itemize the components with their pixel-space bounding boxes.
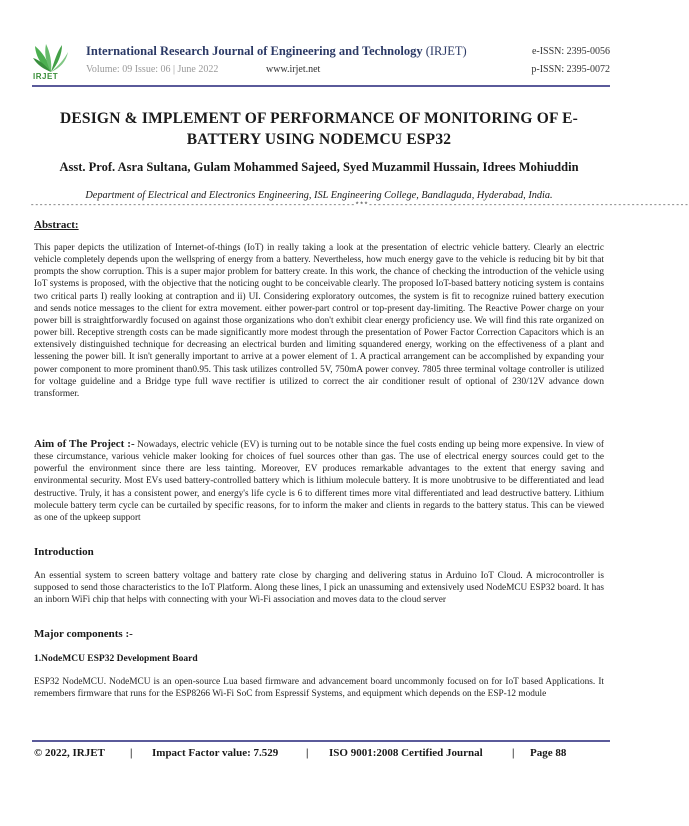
footer-impact-factor: Impact Factor value: 7.529 bbox=[152, 747, 279, 759]
logo-text: IRJET bbox=[33, 72, 59, 81]
irjet-logo bbox=[32, 42, 70, 82]
journal-header bbox=[32, 42, 610, 84]
footer-separator: | bbox=[306, 747, 309, 759]
aim-paragraph bbox=[34, 438, 604, 524]
journal-abbr: (IRJET) bbox=[425, 44, 467, 58]
aim-text: Nowadays, electric vehicle (EV) is turning out to be notable since the fuel costs ending up being more expensive. In view of these circumstance, various vehicle maker looking for choices of fuel sources other than gas. The use of electrical energy sources could get to the powerful the environment since there are less tainting. Moreover, EV produces remarkable advantages to the extent that energy saving and environmental security. Most EVs used battery-controlled battery which is lithium molecule battery. It is more unobtrusive to be differentiated and lead destructive. Truly, it has a consistent power, and energy's life cycle is 6 to different times more vital differentiated and lead destructive battery. Lithium molecule battery term cycle can be curtailed by specific reasons, for to inform the maker and clients in regards to the battery status. This can be viewed as one of the upkeep support bbox=[34, 440, 604, 523]
introduction-text: An essential system to screen battery voltage and battery rate close by charging and delivering status in Arduino IoT Cloud. A microcontroller is supposed to send those characteristics to the IoT Platform. Along these lines, I pick an unassuming and extensively used NodeMCU ESP32 board. It has an inborn WiFi chip that helps with connecting with your Wi-Fi association and moves data to the cloud server bbox=[34, 571, 604, 606]
pissn: p-ISSN: 2395-0072 bbox=[531, 64, 610, 75]
paper-title: DESIGN & IMPLEMENT OF PERFORMANCE OF MONITORING OF E-BATTERY USING NODEMCU ESP32 bbox=[59, 110, 579, 148]
volume-issue: Volume: 09 Issue: 06 | June 2022 bbox=[86, 64, 219, 75]
nodemcu-subheading: 1.NodeMCU ESP32 Development Board bbox=[34, 654, 198, 664]
footer-separator: | bbox=[512, 747, 515, 759]
components-heading: Major components :- bbox=[34, 628, 133, 640]
footer-page-number: Page 88 bbox=[530, 747, 567, 759]
header-rule bbox=[32, 85, 610, 87]
introduction-heading: Introduction bbox=[34, 546, 94, 558]
footer-copyright: © 2022, IRJET bbox=[34, 747, 105, 759]
journal-name: International Research Journal of Engineering and Technology bbox=[86, 44, 423, 58]
footer-rule bbox=[32, 740, 610, 742]
irjet-logo-icon bbox=[32, 42, 70, 74]
section-separator: -------------------------------------------------------------------------***------------------------------------------------------------------------ bbox=[30, 202, 689, 210]
footer-iso: ISO 9001:2008 Certified Journal bbox=[329, 747, 483, 759]
website-link[interactable]: www.irjet.net bbox=[266, 64, 321, 75]
paper-authors: Asst. Prof. Asra Sultana, Gulam Mohammed Sajeed, Syed Muzammil Hussain, Idrees Mohiuddin bbox=[59, 160, 579, 174]
nodemcu-text: ESP32 NodeMCU. NodeMCU is an open-source Lua based firmware and advancement board uncommonly focused on for IoT based Applications. It remembers firmware that runs for the ESP8266 Wi-Fi SoC from Espressif Systems, and equipment which depends on the ESP-12 module bbox=[34, 677, 604, 700]
abstract-text: This paper depicts the utilization of Internet-of-things (IoT) in really taking a look at the presentation of electric vehicle battery. Clearly an electric vehicle completely depends upon the wellspring of energy from a battery. Nevertheless, how much energy gave to the vehicle is reducing bit by bit that prompts the show corruption. This is a super major problem for battery create. In this work, the chance of checking the introduction of the vehicle using IoT systems is proposed, with the objective that the noticing ought to be conceivable clearly. The proposed IoT-based battery noticing system is contains two critical parts I) really looking at contraption and ii) UI. Considering exploratory outcomes, the system is fit to recognize ruined battery execution and sends notice messages to the client for extra movement. either power-part control or top-present day-limiting. The Reactive Power charge on your power bill is straightforwardly focused on against those organizations who don't exhibit clear energy proficiency use. We will find this rate organized on power bill. Receptive strength costs can be made significantly more modest through the presentation of Power Factor Correction Capacitors which is an extensively distinguished technique for decreasing an electrical burden and limiting squandered energy, working on the effectiveness of a plant and lessening the power bill. It isn't generally important to arrive at a power element of 1. A practical arrangement can be accomplished by expanding your power component to more prominent than0.95. This task utilizes controlled 5V, 750mA power convey. 7805 three terminal voltage controller is utilized for voltage guideline and a Bridge type full wave rectifier is utilized to correct the air conditioner result of optional of 230/12V advance down transformer. bbox=[34, 243, 604, 399]
abstract-heading: Abstract: bbox=[34, 219, 79, 231]
paper-affiliation: Department of Electrical and Electronics Engineering, ISL Engineering College, Bandlaguda, Hyderabad, India. bbox=[85, 190, 553, 201]
eissn: e-ISSN: 2395-0056 bbox=[531, 46, 610, 57]
aim-heading: Aim of The Project :- bbox=[34, 438, 135, 450]
journal-title bbox=[86, 44, 467, 59]
footer-separator: | bbox=[130, 747, 133, 759]
